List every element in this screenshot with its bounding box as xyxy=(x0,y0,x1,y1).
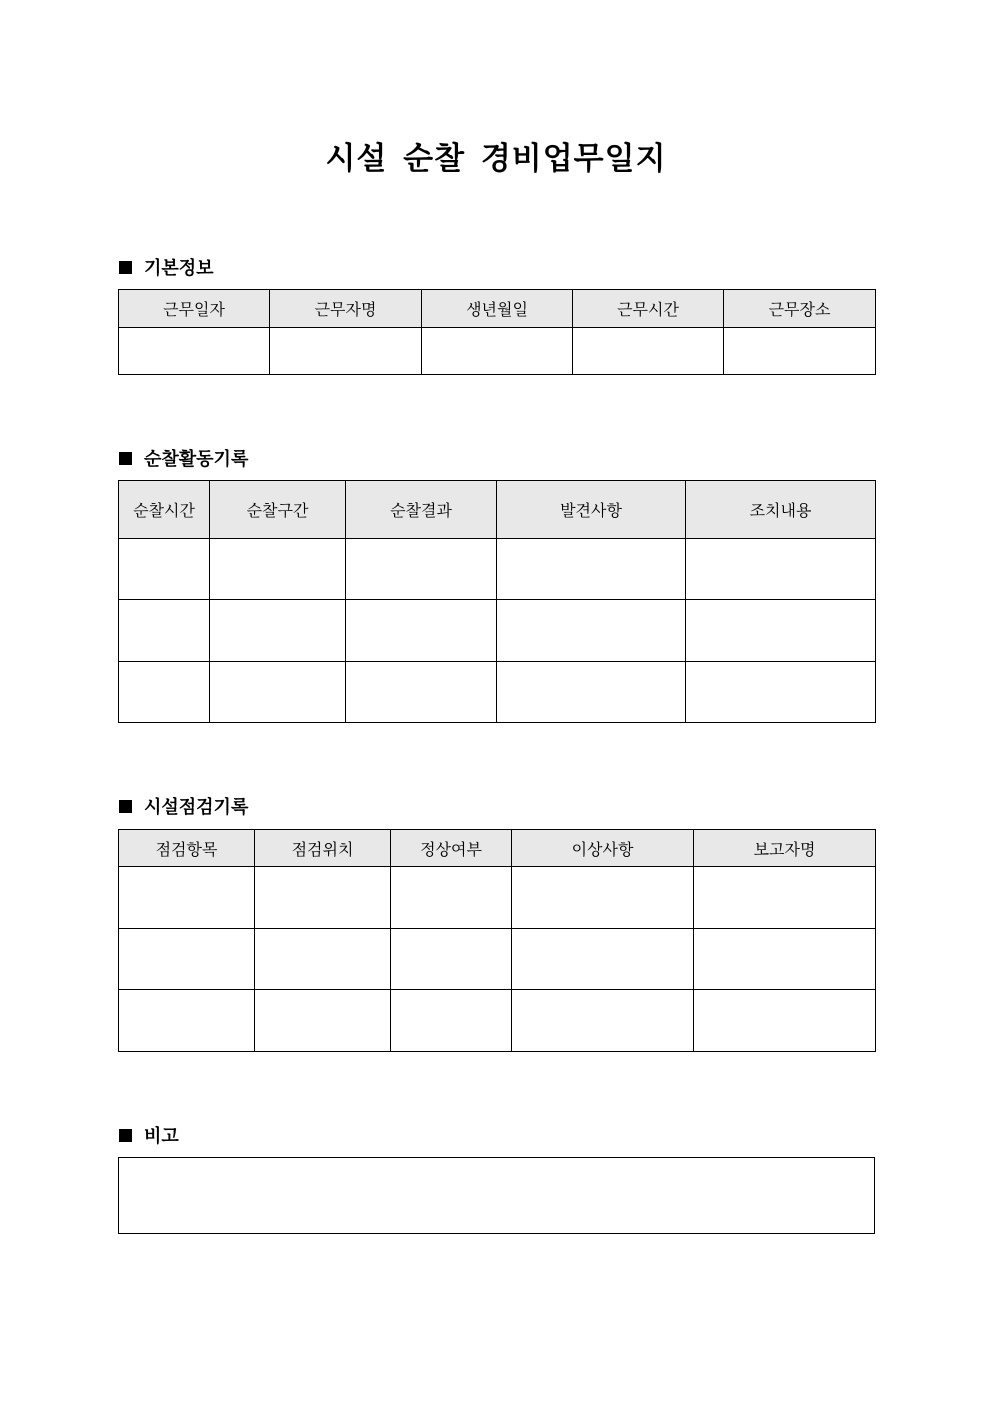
basic-info-heading xyxy=(119,254,214,280)
table-cell[interactable] xyxy=(210,662,346,723)
table-header-row xyxy=(119,830,876,867)
table-header-row xyxy=(119,290,876,328)
remarks-heading xyxy=(119,1122,179,1148)
table-cell[interactable] xyxy=(724,328,876,375)
inspection-log-table xyxy=(118,829,876,1052)
patrol-log-table xyxy=(118,480,876,723)
table-row xyxy=(119,662,876,723)
column-header-patrol-time: 순찰시간 xyxy=(119,481,210,539)
basic-info-table xyxy=(118,289,876,375)
square-bullet-icon xyxy=(119,452,132,465)
table-cell[interactable] xyxy=(391,867,512,929)
table-row xyxy=(119,600,876,662)
document-title: 시설 순찰 경비업무일지 xyxy=(325,141,667,177)
basic-info-heading-label: 기본정보 xyxy=(144,258,214,279)
table-cell[interactable] xyxy=(346,600,497,662)
table-row xyxy=(119,539,876,600)
table-cell[interactable] xyxy=(694,867,876,929)
table-cell[interactable] xyxy=(391,929,512,990)
remarks-heading-label: 비고 xyxy=(144,1126,179,1147)
inspection-log-heading xyxy=(119,793,248,819)
table-cell[interactable] xyxy=(346,662,497,723)
column-header-normal-status: 정상여부 xyxy=(391,830,512,867)
column-header-work-date: 근무일자 xyxy=(119,290,270,328)
table-cell[interactable] xyxy=(270,328,422,375)
inspection-log-heading-label: 시설점검기록 xyxy=(144,797,249,818)
column-header-patrol-result: 순찰결과 xyxy=(346,481,497,539)
table-row xyxy=(119,990,876,1052)
table-cell[interactable] xyxy=(686,539,876,600)
table-cell[interactable] xyxy=(346,539,497,600)
table-cell[interactable] xyxy=(119,662,210,723)
table-cell[interactable] xyxy=(119,328,270,375)
square-bullet-icon xyxy=(119,1129,132,1142)
column-header-work-place: 근무장소 xyxy=(724,290,876,328)
square-bullet-icon xyxy=(119,800,132,813)
column-header-birth-date: 생년월일 xyxy=(422,290,573,328)
column-header-inspection-item: 점검항목 xyxy=(119,830,255,867)
table-cell[interactable] xyxy=(512,929,694,990)
column-header-findings: 발견사항 xyxy=(497,481,686,539)
table-cell[interactable] xyxy=(255,929,391,990)
table-row xyxy=(119,929,876,990)
table-cell[interactable] xyxy=(119,539,210,600)
column-header-worker-name: 근무자명 xyxy=(270,290,422,328)
table-cell[interactable] xyxy=(422,328,573,375)
table-cell[interactable] xyxy=(512,990,694,1052)
table-cell[interactable] xyxy=(686,662,876,723)
table-cell[interactable] xyxy=(694,990,876,1052)
table-row xyxy=(119,867,876,929)
column-header-reporter-name: 보고자명 xyxy=(694,830,876,867)
table-cell[interactable] xyxy=(573,328,724,375)
column-header-work-hours: 근무시간 xyxy=(573,290,724,328)
square-bullet-icon xyxy=(119,261,132,274)
table-cell[interactable] xyxy=(686,600,876,662)
column-header-actions: 조치내용 xyxy=(686,481,876,539)
table-cell[interactable] xyxy=(119,600,210,662)
table-cell[interactable] xyxy=(391,990,512,1052)
table-cell[interactable] xyxy=(255,867,391,929)
column-header-patrol-section: 순찰구간 xyxy=(210,481,346,539)
table-cell[interactable] xyxy=(119,929,255,990)
remarks-box[interactable] xyxy=(118,1157,875,1234)
table-cell[interactable] xyxy=(497,600,686,662)
table-cell[interactable] xyxy=(497,662,686,723)
table-cell[interactable] xyxy=(694,929,876,990)
table-cell[interactable] xyxy=(512,867,694,929)
patrol-log-heading-label: 순찰활동기록 xyxy=(144,449,249,470)
patrol-log-heading xyxy=(119,445,248,471)
column-header-abnormalities: 이상사항 xyxy=(512,830,694,867)
table-cell[interactable] xyxy=(497,539,686,600)
table-cell[interactable] xyxy=(255,990,391,1052)
table-cell[interactable] xyxy=(119,867,255,929)
table-cell[interactable] xyxy=(210,539,346,600)
table-cell[interactable] xyxy=(210,600,346,662)
table-row xyxy=(119,328,876,375)
column-header-inspection-location: 점검위치 xyxy=(255,830,391,867)
table-cell[interactable] xyxy=(119,990,255,1052)
table-header-row xyxy=(119,481,876,539)
